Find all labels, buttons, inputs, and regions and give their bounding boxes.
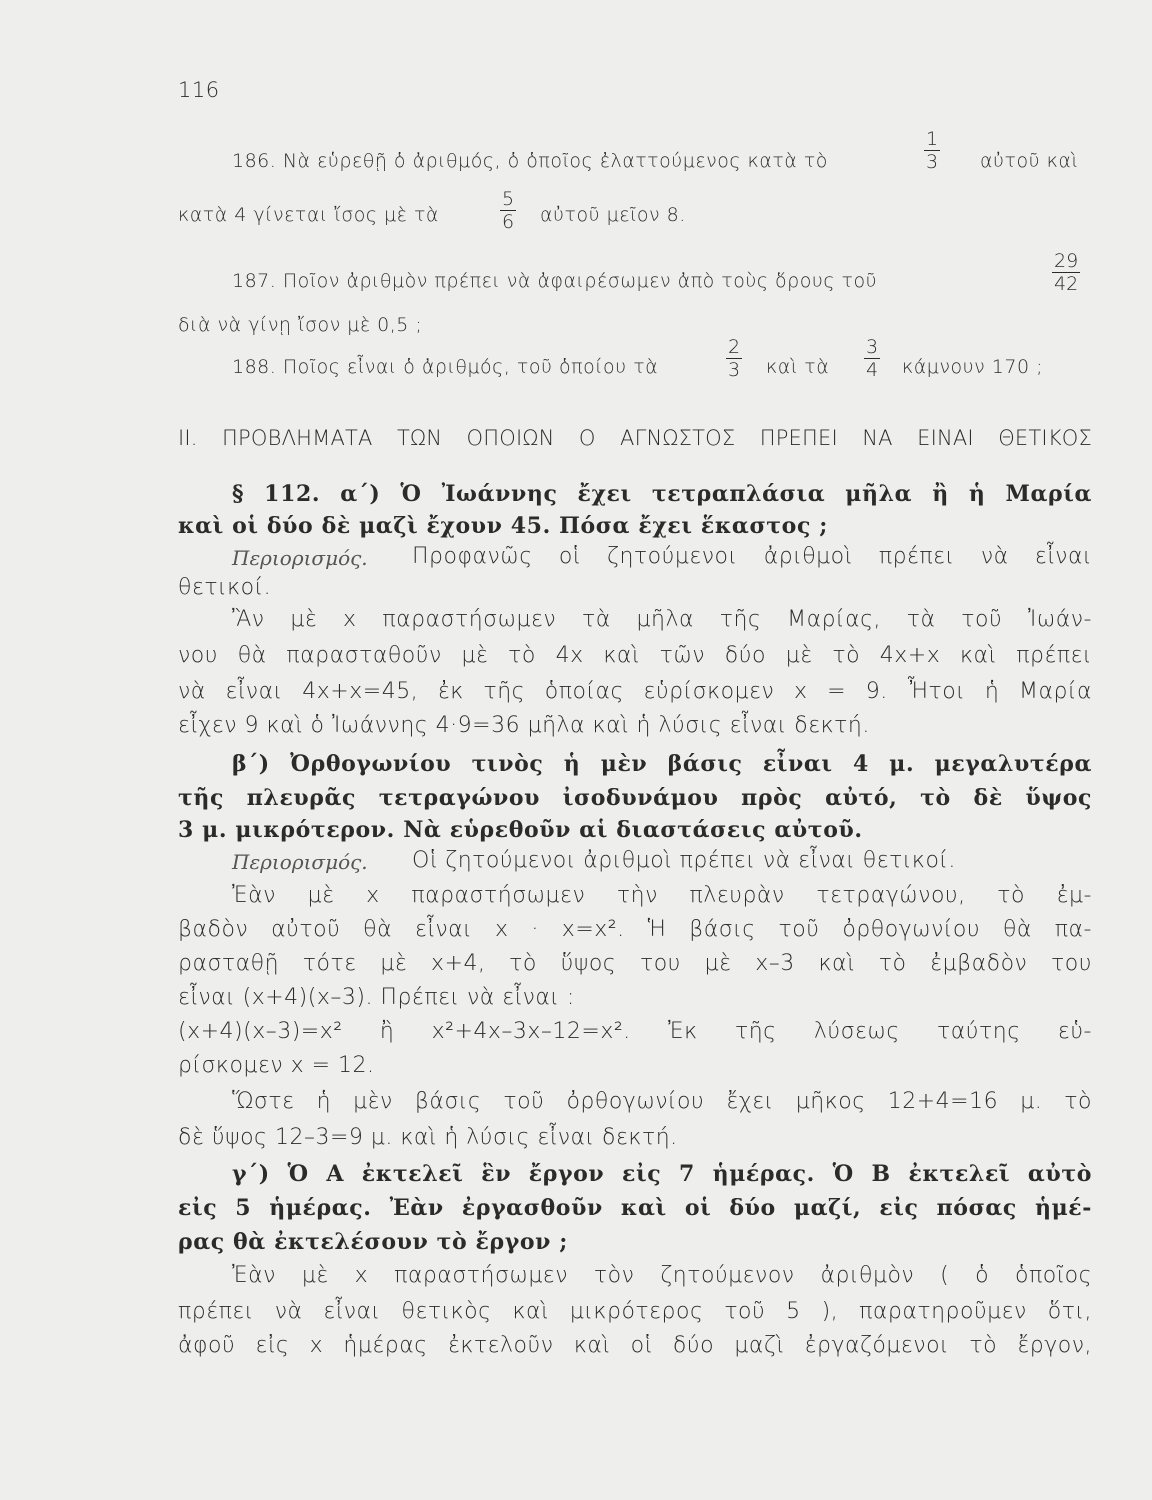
exercise-188-text-a: 188. Ποῖος εἶναι ὁ ἀριθμός, τοῦ ὁποίου τὰ (232, 356, 659, 378)
restriction-text: Οἱ ζητούμενοι ἀριθμοὶ πρέπει νὰ εἶναι θετικοί. (412, 848, 956, 873)
problem-c-line-3: ρας θὰ ἐκτελέσουν τὸ ἔργον ; (178, 1229, 568, 1255)
body-line: (x+4)(x–3)=x² ἢ x²+4x–3x–12=x². Ἐκ τῆς λύσεως ταύτης εὑ- (178, 1019, 1092, 1044)
exercise-186-line-2-end: αὐτοῦ μεῖον 8. (540, 204, 686, 226)
fraction-two-thirds (726, 336, 742, 381)
restriction-label: Περιορισμός. (232, 546, 368, 570)
body-line: ἀφοῦ εἰς x ἡμέρας ἐκτελοῦν καὶ οἱ δύο μαζὶ ἐργαζόμενοι τὸ ἔργον, (178, 1333, 1092, 1358)
fraction-denominator: 3 (926, 151, 939, 173)
fraction-one-third (924, 128, 940, 173)
problem-b-line-3: 3 μ. μικρότερον. Νὰ εὑρεθοῦν αἱ διαστάσεις αὐτοῦ. (178, 817, 863, 843)
problem-b-line-1: β΄) Ὀρθογωνίου τινὸς ἡ μὲν βάσις εἶναι 4 μ. μεγαλυτέρα (232, 751, 1092, 777)
exercise-187-line-1: 187. Ποῖον ἀριθμὸν πρέπει νὰ ἀφαιρέσωμεν ἀπὸ τοὺς ὅρους τοῦ (232, 270, 878, 292)
section-heading: ΙΙ. ΠΡΟΒΛΗΜΑΤΑ ΤΩΝ ΟΠΟΙΩΝ Ο ΑΓΝΩΣΤΟΣ ΠΡΕΠΕΙ ΝΑ ΕΙΝΑΙ ΘΕΤΙΚΟΣ (178, 426, 1092, 450)
restriction-label: Περιορισμός. (232, 850, 368, 874)
fraction-denominator: 6 (502, 211, 515, 233)
body-line: ρασταθῇ τότε μὲ x+4, τὸ ὕψος του μὲ x–3 καὶ τὸ ἐμβαδὸν του (178, 951, 1092, 976)
exercise-186-line-1: 186. Νὰ εὑρεθῇ ὁ ἀριθμός, ὁ ὁποῖος ἐλαττούμενος κατὰ τὸ (232, 150, 828, 172)
fraction-denominator: 3 (728, 359, 741, 381)
body-line: εἶχεν 9 καὶ ὁ Ἰωάννης 4·9=36 μῆλα καὶ ἡ λύσις εἶναι δεκτή. (178, 713, 870, 738)
fraction-denominator: 4 (866, 359, 879, 381)
fraction-29-42 (1052, 250, 1080, 295)
body-line: Ἂν μὲ x παραστήσωμεν τὰ μῆλα τῆς Μαρίας, τὰ τοῦ Ἰωάν- (232, 607, 1092, 632)
body-line: ρίσκομεν x = 12. (178, 1053, 375, 1078)
problem-c-line-1: γ΄) Ὁ Α ἐκτελεῖ ἓν ἔργον εἰς 7 ἡμέρας. Ὁ Β ἐκτελεῖ αὐτὸ (232, 1161, 1092, 1187)
body-line: εἶναι (x+4)(x–3). Πρέπει νὰ εἶναι : (178, 985, 575, 1010)
body-line: δὲ ὕψος 12–3=9 μ. καὶ ἡ λύσις εἶναι δεκτή. (178, 1125, 678, 1150)
exercise-188-text-c: κάμνουν 170 ; (902, 356, 1043, 378)
fraction-five-sixths (500, 188, 516, 233)
problem-a-line-2: καὶ οἱ δύο δὲ μαζὶ ἔχουν 45. Πόσα ἔχει ἕκαστος ; (178, 513, 828, 539)
exercise-186-line-2: κατὰ 4 γίνεται ἴσος μὲ τὰ (178, 204, 439, 226)
body-line: Ὥστε ἡ μὲν βάσις τοῦ ὀρθογωνίου ἔχει μῆκος 12+4=16 μ. τὸ (232, 1089, 1092, 1114)
exercise-188-text-b: καὶ τὰ (766, 356, 830, 378)
problem-c-line-2: εἰς 5 ἡμέρας. Ἐὰν ἐργασθοῦν καὶ οἱ δύο μαζί, εἰς πόσας ἡμέ- (178, 1195, 1092, 1221)
fraction-three-quarters (864, 336, 880, 381)
fraction-denominator: 42 (1054, 273, 1079, 295)
problem-a-line-1: § 112. α΄) Ὁ Ἰωάννης ἔχει τετραπλάσια μῆλα ἢ ἡ Μαρία (232, 481, 1092, 507)
body-line: Ἐὰν μὲ x παραστήσωμεν τὸν ζητούμενον ἀριθμὸν ( ὁ ὁποῖος (232, 1263, 1092, 1288)
fraction-numerator: 3 (866, 336, 879, 358)
problem-b-line-2: τῆς πλευρᾶς τετραγώνου ἰσοδυνάμου πρὸς αὐτό, τὸ δὲ ὕψος (178, 785, 1092, 811)
exercise-187-line-2: διὰ νὰ γίνῃ ἴσον μὲ 0,5 ; (178, 314, 423, 336)
fraction-numerator: 1 (926, 128, 939, 150)
body-line: νὰ εἶναι 4x+x=45, ἐκ τῆς ὁποίας εὑρίσκομεν x = 9. Ἦτοι ἡ Μαρία (178, 679, 1092, 704)
restriction-text: Προφανῶς οἱ ζητούμενοι ἀριθμοὶ πρέπει νὰ εἶναι (412, 544, 1092, 569)
fraction-numerator: 29 (1054, 250, 1079, 272)
fraction-numerator: 5 (502, 188, 515, 210)
body-line: πρέπει νὰ εἶναι θετικὸς καὶ μικρότερος τοῦ 5 ), παρατηροῦμεν ὅτι, (178, 1299, 1092, 1324)
exercise-186-line-1-end: αὐτοῦ καὶ (980, 150, 1079, 172)
page-number: 116 (178, 78, 220, 102)
body-line: Ἐὰν μὲ x παραστήσωμεν τὴν πλευρὰν τετραγώνου, τὸ ἐμ- (232, 883, 1092, 908)
body-line: βαδὸν αὐτοῦ θὰ εἶναι x · x=x². Ἡ βάσις τοῦ ὀρθογωνίου θὰ πα- (178, 917, 1092, 942)
body-line: θετικοί. (178, 575, 272, 600)
body-line: νου θὰ παρασταθοῦν μὲ τὸ 4x καὶ τῶν δύο μὲ τὸ 4x+x καὶ πρέπει (178, 643, 1092, 668)
fraction-numerator: 2 (728, 336, 741, 358)
